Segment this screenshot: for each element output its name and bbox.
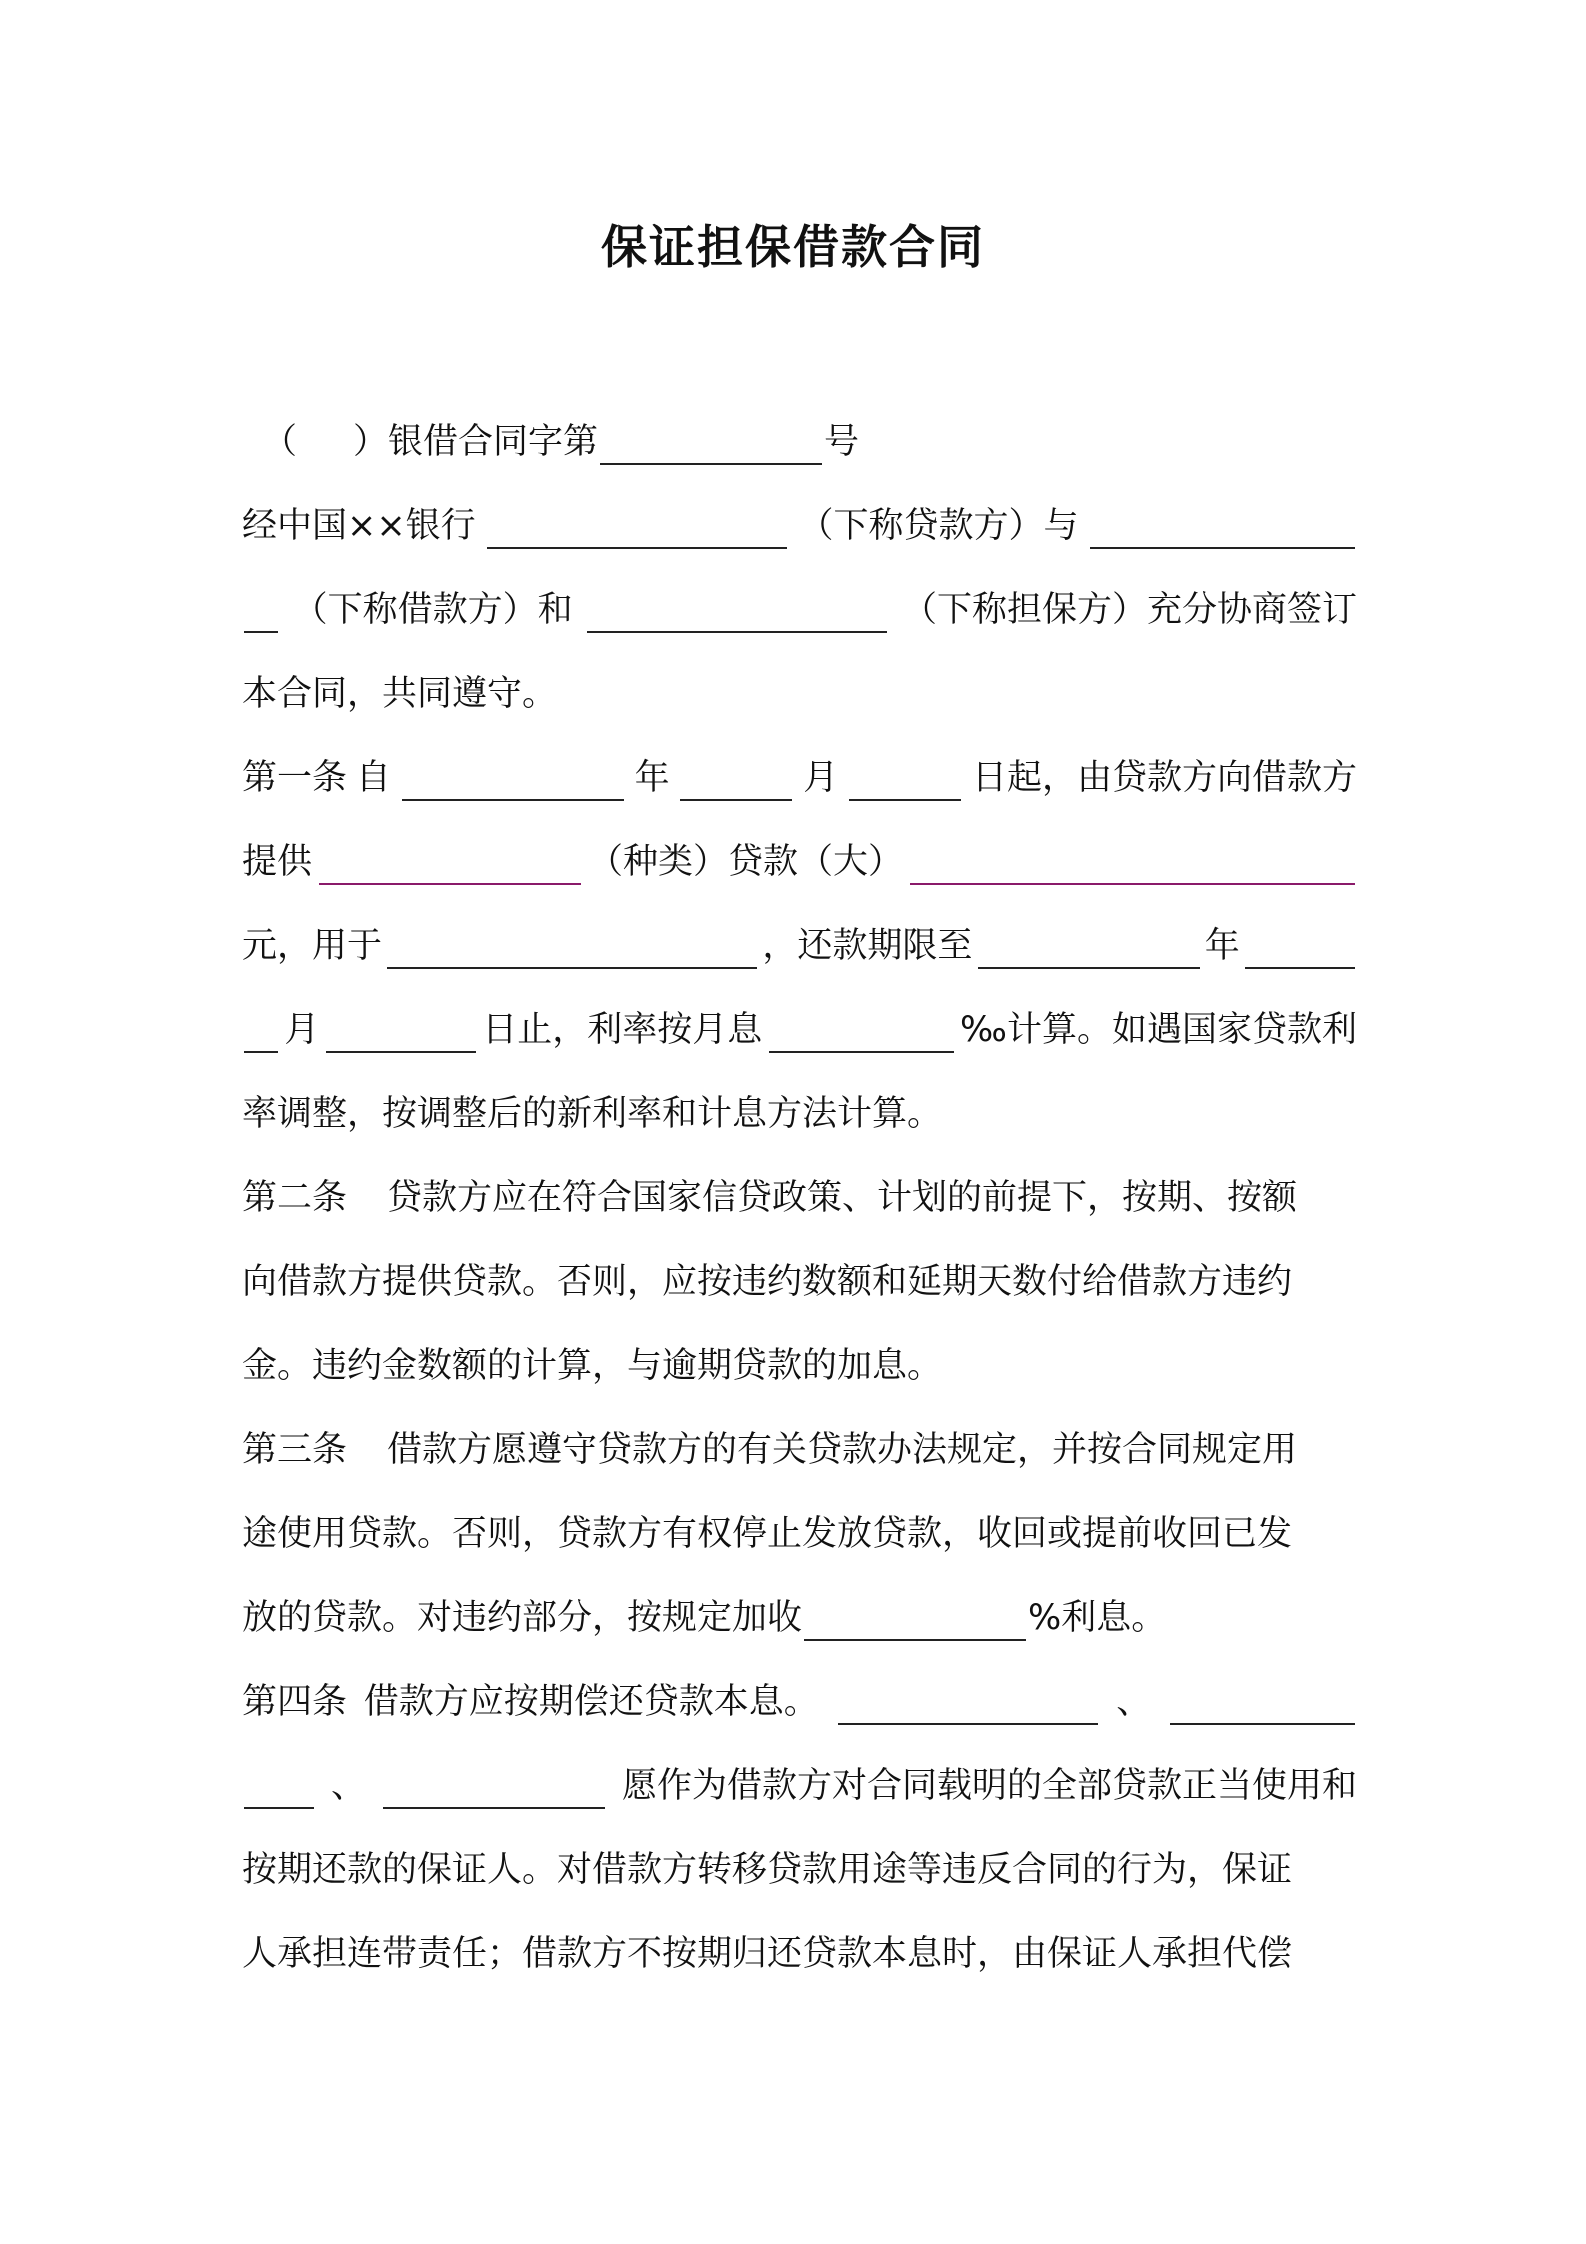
text-segment: 本合同，共同遵守。 <box>242 674 558 714</box>
article-1-line-5 <box>242 1072 1357 1156</box>
text-segment: %利息。 <box>1028 1598 1167 1638</box>
text-segment: 借款方应按期偿还贷款本息。 <box>363 1682 819 1722</box>
article-1-line-3 <box>242 904 1357 988</box>
text-segment: 日止，利率按月息 <box>482 1010 763 1050</box>
text-segment: 月 <box>284 1010 320 1050</box>
parties-line-2 <box>242 568 1357 652</box>
text-segment: 提供 <box>242 842 313 882</box>
text-segment: 元，用于 <box>242 926 383 966</box>
monthly-rate-blank[interactable] <box>769 1007 954 1053</box>
text-segment: 率调整，按调整后的新利率和计息方法计算。 <box>242 1094 943 1134</box>
text-segment: ，还款期限至 <box>762 926 973 966</box>
start-month-blank[interactable] <box>680 755 792 801</box>
text-segment: （下称贷款方）与 <box>798 506 1079 546</box>
article-heading: 第四条 <box>242 1682 348 1722</box>
article-1-line-1 <box>242 736 1357 820</box>
article-4-line-4 <box>242 1912 1357 1996</box>
article-3-line-2 <box>242 1492 1357 1576</box>
guarantor-3-blank[interactable] <box>383 1763 605 1809</box>
article-4-line-3 <box>242 1828 1357 1912</box>
loan-amount-blank[interactable] <box>910 839 1355 885</box>
text-segment: 年 <box>634 758 670 798</box>
borrower-name-blank[interactable] <box>1090 503 1355 549</box>
article-2-line-2 <box>242 1240 1357 1324</box>
parties-line-3 <box>242 652 1357 736</box>
text-segment: 自 <box>355 758 391 798</box>
article-heading: 第一条 <box>242 758 348 798</box>
parties-line-1 <box>242 484 1357 568</box>
article-2-line-1 <box>242 1156 1357 1240</box>
text-segment: 号 <box>824 422 860 462</box>
start-year-blank[interactable] <box>402 755 624 801</box>
penalty-rate-blank[interactable] <box>804 1595 1026 1641</box>
text-segment: 、 <box>1116 1682 1152 1722</box>
repay-day-blank[interactable] <box>326 1007 476 1053</box>
start-day-blank[interactable] <box>849 755 961 801</box>
contract-number-line <box>242 400 1357 484</box>
text-segment: 贷款方应在符合国家信贷政策、计划的前提下，按期、按额 <box>387 1178 1298 1218</box>
article-1-line-2 <box>242 820 1357 904</box>
text-segment: 月 <box>803 758 839 798</box>
repay-month-blank-continued[interactable] <box>244 1007 278 1053</box>
text-segment: 愿作为借款方对合同载明的全部贷款正当使用和 <box>621 1766 1357 1806</box>
text-segment: 日起，由贷款方向借款方 <box>971 758 1357 798</box>
text-segment: ）银借合同字第 <box>353 422 599 462</box>
text-segment: 年 <box>1204 926 1240 966</box>
article-2-line-3 <box>242 1324 1357 1408</box>
article-4-line-2 <box>242 1744 1357 1828</box>
text-segment: 途使用贷款。否则，贷款方有权停止发放贷款，收回或提前收回已发 <box>242 1514 1293 1554</box>
guarantor-2-blank[interactable] <box>1170 1679 1355 1725</box>
article-3-line-1 <box>242 1408 1357 1492</box>
contract-number-blank[interactable] <box>600 419 822 465</box>
article-3-line-3 <box>242 1576 1357 1660</box>
text-segment: 向借款方提供贷款。否则，应按违约数额和延期天数付给借款方违约 <box>242 1262 1293 1302</box>
text-segment: 金。违约金数额的计算，与逾期贷款的加息。 <box>242 1346 943 1386</box>
text-segment: （种类）贷款（大） <box>587 842 903 882</box>
text-segment: ‰计算。如遇国家贷款利 <box>959 1010 1357 1050</box>
loan-type-blank[interactable] <box>319 839 581 885</box>
article-heading: 第三条 <box>242 1430 348 1470</box>
text-segment: 人承担连带责任；借款方不按期归还贷款本息时，由保证人承担代偿 <box>242 1934 1293 1974</box>
bank-name-blank[interactable] <box>487 503 787 549</box>
guarantor-1-blank[interactable] <box>838 1679 1098 1725</box>
text-segment: 按期还款的保证人。对借款方转移贷款用途等违反合同的行为，保证 <box>242 1850 1293 1890</box>
repay-month-blank[interactable] <box>1245 923 1355 969</box>
article-1-line-4 <box>242 988 1357 1072</box>
text-segment: 经中国××银行 <box>242 506 476 546</box>
text-segment: 放的贷款。对违约部分，按规定加收 <box>242 1598 803 1638</box>
text-segment: 借款方愿遵守贷款方的有关贷款办法规定，并按合同规定用 <box>387 1430 1298 1470</box>
loan-purpose-blank[interactable] <box>387 923 757 969</box>
guarantor-2-blank-continued[interactable] <box>244 1763 314 1809</box>
article-4-line-1 <box>242 1660 1357 1744</box>
guarantor-name-blank[interactable] <box>587 587 887 633</box>
document-title: 保证担保借款合同 <box>601 220 985 274</box>
text-segment: （下称担保方）充分协商签订 <box>901 590 1357 630</box>
repay-year-blank[interactable] <box>978 923 1200 969</box>
text-segment: （下称借款方）和 <box>292 590 573 630</box>
text-segment: （ <box>262 422 298 462</box>
borrower-name-blank-continued[interactable] <box>244 587 278 633</box>
text-segment: 、 <box>330 1766 366 1806</box>
article-heading: 第二条 <box>242 1178 348 1218</box>
